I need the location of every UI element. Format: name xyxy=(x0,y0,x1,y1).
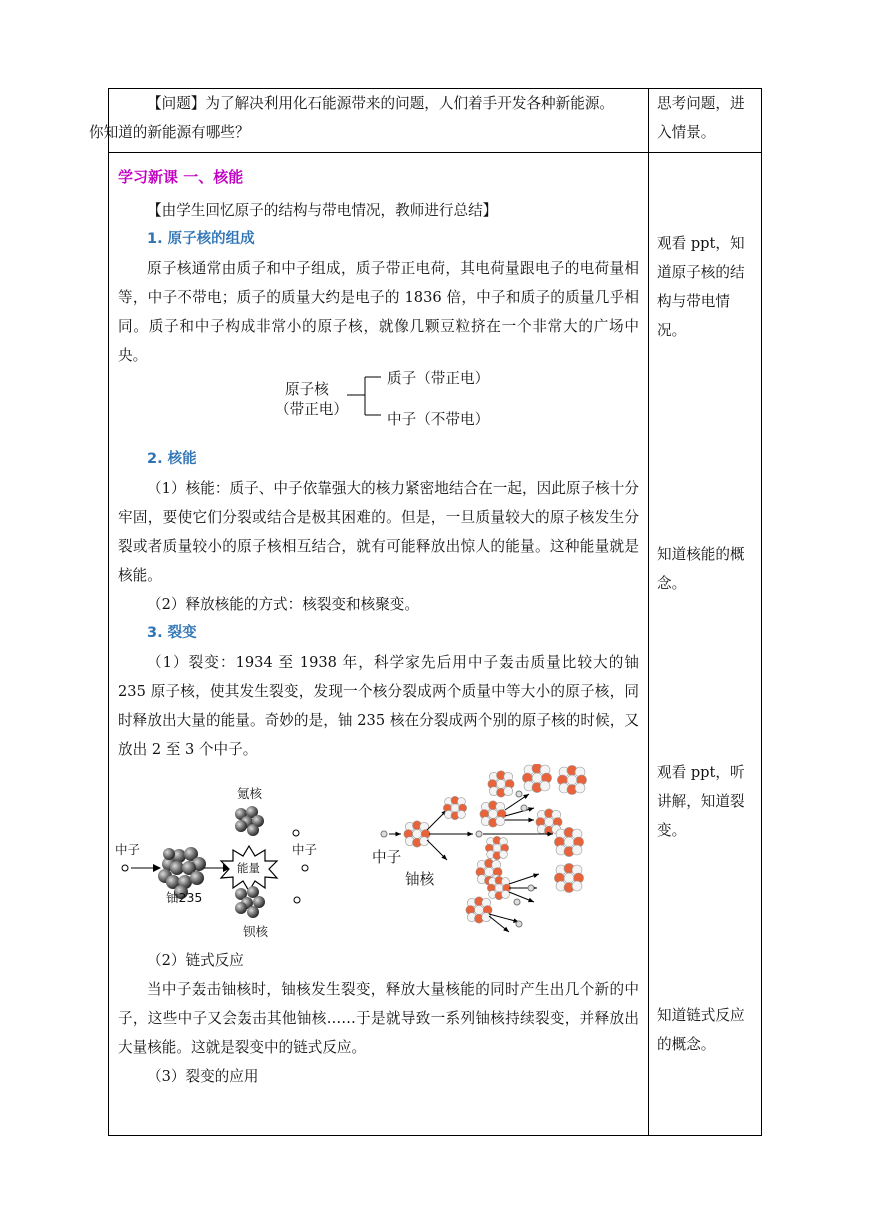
label-krypton: 氪核 xyxy=(237,786,263,801)
nucleus-particle xyxy=(475,906,484,915)
teacher-note: 知道链式反应的概念。 xyxy=(657,1007,745,1053)
nucleus-particle xyxy=(451,804,459,812)
nucleus-particle xyxy=(413,830,422,839)
nucleus-particle xyxy=(564,837,574,847)
nucleus-particle xyxy=(567,775,577,785)
diagram-branch-proton: 质子（带正电） xyxy=(387,370,490,387)
fission-graphic xyxy=(109,764,359,946)
nucleus-particle xyxy=(496,817,505,826)
neutron-particle xyxy=(516,921,522,927)
chain-arrowhead xyxy=(528,818,534,823)
label-barium: 钡核 xyxy=(243,924,269,939)
lesson-table xyxy=(89,88,762,1136)
paragraph: （2）链式反应 xyxy=(147,952,244,969)
paragraph: （2）释放核能的方式：核裂变和核聚变。 xyxy=(147,596,419,613)
nucleus-particle xyxy=(572,881,582,891)
paragraph: （1）裂变：1934 至 1938 年，科学家先后用中子轰击质量比较大的铀 235 原子核，使其发生裂变，发现一个核分裂成两个质量中等大小的原子核，同时释放出大量的能量。奇妙的是，铀 235 核在分裂成两个别的原子核的时候，又放出 2 至 3 个中子。 xyxy=(118,654,639,758)
question-text xyxy=(89,89,648,147)
note-cell xyxy=(649,153,761,1135)
section-title: 学习新课 一、核能 xyxy=(118,168,244,186)
table-row xyxy=(109,153,761,1135)
chain-arrowhead xyxy=(528,898,534,902)
paragraph: 当中子轰击铀核时，铀核发生裂变，释放大量核能的同时产生出几个新的中子，这些中子又会轰击其他铀核……于是就导致一系列铀核持续裂变，并释放出大量核能。这就是裂变中的链式反应。 xyxy=(118,981,639,1056)
label-uranium-235: 铀235 xyxy=(166,890,203,905)
bracket-connector xyxy=(345,370,385,430)
subsection-title: 2. 核能 xyxy=(147,451,197,467)
main-cell xyxy=(109,153,649,1135)
chain-arrowhead xyxy=(395,832,401,837)
teacher-note: 知道核能的概念。 xyxy=(657,546,745,592)
nucleus-particle xyxy=(540,781,550,791)
diagram-root-label: 原子核 xyxy=(285,381,329,398)
neutron-particle xyxy=(516,791,522,797)
neutron-particle xyxy=(476,831,482,837)
section-title-line xyxy=(109,166,648,189)
label-chain-neutron: 中子 xyxy=(372,849,402,866)
question-line: 你知道的新能源有哪些？ xyxy=(89,124,250,141)
nucleus-composition-diagram xyxy=(109,370,648,445)
diagram-branch-neutron: 中子（不带电） xyxy=(387,411,490,428)
teacher-note: 思考问题，进入情景。 xyxy=(657,95,745,141)
nucleus-particle xyxy=(457,810,465,818)
nucleus-particle xyxy=(504,787,513,796)
fission-figures xyxy=(109,764,648,946)
paragraph: （3）裂变的应用 xyxy=(147,1068,259,1085)
paragraph: （1）核能：质子、中子依靠强大的核力紧密地结合在一起，因此原子核十分牢固，要使它们分裂或结合是极其困难的。但是，一旦质量较大的原子核发生分裂或者质量较小的原子核相互结合，就有可能释放出惊人的能量。这种能量就是核能。 xyxy=(118,480,639,584)
nucleus-particle xyxy=(532,773,542,783)
teacher-note: 观看 ppt，知道原子核的结构与带电情况。 xyxy=(657,235,745,339)
paragraph: 原子核通常由质子和中子组成，质子带正电荷，其电荷量跟电子的电荷量相等，中子不带电；质子的质量大约是电子的 1836 倍，中子和质子的质量几乎相同。质子和中子构成非常小的原子核，就像几颗豆粒挤在一个非常大的广场中央。 xyxy=(118,260,639,364)
nucleus-particle xyxy=(497,780,506,789)
nucleus-particle xyxy=(495,884,503,892)
neutron-particle xyxy=(514,899,520,905)
instruction-text: 【由学生回忆原子的结构与带电情况，教师进行总结】 xyxy=(147,202,498,219)
nucleus-particle xyxy=(489,810,498,819)
teacher-note: 观看 ppt，听讲解，知道裂变。 xyxy=(657,764,745,839)
nucleus-particle xyxy=(420,837,429,846)
chain-arrowhead xyxy=(533,874,539,878)
table-row xyxy=(89,89,761,153)
label-energy: 能量 xyxy=(237,861,260,875)
subsection-title: 3. 裂变 xyxy=(147,625,197,641)
chain-reaction-diagram xyxy=(369,764,609,946)
nucleus-particle xyxy=(564,873,574,883)
krypton-nucleus xyxy=(235,806,264,836)
label-chain-uranium: 铀核 xyxy=(405,871,435,888)
nucleus-particle xyxy=(575,783,585,793)
chain-arrowhead xyxy=(528,807,534,812)
nucleus-particle xyxy=(499,850,507,858)
barium-nucleus xyxy=(235,886,265,918)
diagram-root-sublabel: （带正电） xyxy=(275,401,348,418)
nucleus-particle xyxy=(493,844,501,852)
neutron-particle xyxy=(521,805,527,811)
chain-arrowhead xyxy=(523,794,529,799)
chain-arrowhead xyxy=(467,832,473,837)
subsection-title: 1. 原子核的组成 xyxy=(147,231,255,247)
label-neutron-out: 中子 xyxy=(292,842,318,857)
nucleus-particle xyxy=(572,845,582,855)
question-line: 【问题】为了解决利用化石能源带来的问题，人们着手开发各种新能源。 xyxy=(147,95,615,112)
neutron-particle xyxy=(528,885,534,891)
chain-reaction-graphic xyxy=(369,764,609,946)
main-cell xyxy=(89,89,649,152)
nucleus-particle xyxy=(545,818,554,827)
label-neutron-in: 中子 xyxy=(115,842,141,857)
nucleus-particle xyxy=(501,890,509,898)
nucleus-particle xyxy=(485,868,494,877)
neutron-particle xyxy=(381,831,387,837)
note-cell xyxy=(649,89,761,152)
fission-diagram xyxy=(109,764,359,946)
